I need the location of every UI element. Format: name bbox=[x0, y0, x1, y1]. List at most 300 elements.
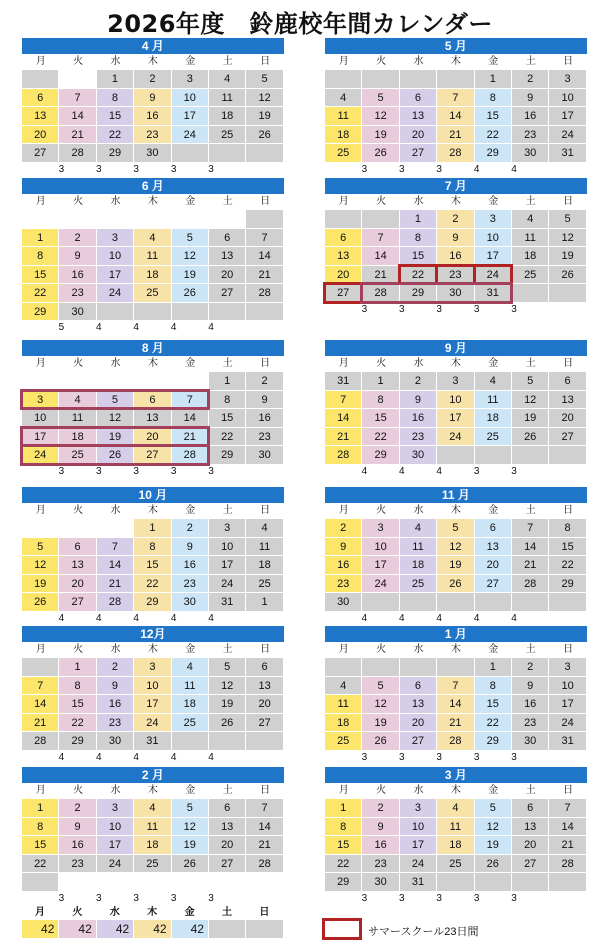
day-cell: 2 bbox=[59, 799, 96, 818]
day-cell: 5 bbox=[209, 658, 246, 677]
total-count: 42 bbox=[134, 920, 170, 938]
day-cell: 29 bbox=[325, 873, 362, 892]
day-cell: 16 bbox=[134, 107, 171, 126]
day-cell: 16 bbox=[246, 409, 283, 428]
weekday-count: 3 bbox=[399, 892, 405, 904]
day-cell: 22 bbox=[209, 428, 246, 447]
weekday-count: 4 bbox=[473, 612, 480, 624]
day-cell: 1 bbox=[134, 519, 171, 538]
day-cell: 3 bbox=[97, 229, 134, 248]
weekday-label: 火 bbox=[376, 785, 387, 796]
day-cell: 30 bbox=[134, 144, 171, 163]
day-cell: 15 bbox=[549, 538, 586, 557]
month-header: 5 月 bbox=[325, 38, 588, 54]
weekday-count: 4 bbox=[133, 751, 139, 763]
day-cell: 16 bbox=[437, 247, 474, 266]
day-cell: 8 bbox=[134, 538, 171, 557]
day-cell: 26 bbox=[97, 446, 134, 465]
weekday-label: 水 bbox=[110, 358, 121, 369]
day-cell: 6 bbox=[246, 658, 283, 677]
day-cell: 31 bbox=[475, 284, 512, 303]
day-cell: 31 bbox=[134, 732, 171, 751]
day-cell: 2 bbox=[362, 799, 399, 818]
weekday-label: 金 bbox=[488, 785, 499, 796]
weekday-label: 月 bbox=[338, 358, 349, 369]
day-cell: 27 bbox=[549, 428, 586, 447]
day-cell: 1 bbox=[209, 372, 246, 391]
day-cell bbox=[209, 303, 246, 322]
weekday-count: 3 bbox=[96, 163, 102, 175]
weekday-label: 水 bbox=[110, 196, 121, 207]
day-cell: 12 bbox=[172, 818, 209, 837]
day-cell: 18 bbox=[59, 428, 96, 447]
month-header: 1 月 bbox=[325, 626, 588, 642]
day-cell: 10 bbox=[134, 677, 171, 696]
day-cell: 25 bbox=[437, 855, 474, 874]
day-cell bbox=[400, 658, 437, 677]
day-cell: 22 bbox=[475, 714, 512, 733]
day-cell: 31 bbox=[325, 372, 362, 391]
day-cell: 29 bbox=[549, 575, 586, 594]
day-cell: 21 bbox=[437, 126, 474, 145]
day-cell: 26 bbox=[475, 855, 512, 874]
day-cell: 4 bbox=[512, 210, 549, 229]
weekday-label: 日 bbox=[260, 644, 271, 655]
day-cell: 25 bbox=[325, 732, 362, 751]
day-cell: 3 bbox=[549, 658, 586, 677]
weekday-label: 日 bbox=[260, 785, 271, 796]
weekday-label: 水 bbox=[110, 785, 121, 796]
day-cell bbox=[134, 303, 171, 322]
weekday-count: 4 bbox=[133, 322, 139, 333]
day-cell: 23 bbox=[362, 855, 399, 874]
day-cell: 3 bbox=[400, 799, 437, 818]
weekday-count: 4 bbox=[436, 612, 442, 624]
weekday-count: 3 bbox=[511, 751, 517, 763]
day-cell: 8 bbox=[97, 89, 134, 108]
weekday-count: 3 bbox=[208, 892, 214, 904]
day-cell: 29 bbox=[400, 284, 437, 303]
day-cell: 21 bbox=[362, 266, 399, 285]
day-cell: 15 bbox=[97, 107, 134, 126]
weekday-count: 3 bbox=[133, 163, 139, 175]
total-weekday-label: 日 bbox=[259, 907, 270, 918]
day-cell: 31 bbox=[549, 732, 586, 751]
day-cell bbox=[246, 732, 283, 751]
day-cell: 27 bbox=[134, 446, 171, 465]
weekday-label: 金 bbox=[185, 56, 196, 67]
day-cell: 28 bbox=[549, 855, 586, 874]
day-cell: 18 bbox=[400, 556, 437, 575]
day-cell: 19 bbox=[362, 126, 399, 145]
weekday-label: 日 bbox=[260, 196, 271, 207]
day-cell: 11 bbox=[209, 89, 246, 108]
day-cell bbox=[209, 732, 246, 751]
day-cell: 8 bbox=[362, 391, 399, 410]
day-cell: 14 bbox=[325, 409, 362, 428]
day-cell bbox=[549, 446, 586, 465]
weekday-count: 3 bbox=[436, 751, 442, 763]
day-cell: 13 bbox=[246, 677, 283, 696]
day-cell: 4 bbox=[134, 799, 171, 818]
day-cell bbox=[172, 303, 209, 322]
day-cell bbox=[59, 70, 96, 89]
day-cell: 2 bbox=[325, 519, 362, 538]
day-cell: 7 bbox=[246, 229, 283, 248]
day-cell: 18 bbox=[325, 714, 362, 733]
day-cell: 3 bbox=[134, 658, 171, 677]
weekday-label: 金 bbox=[488, 196, 499, 207]
day-cell: 29 bbox=[475, 144, 512, 163]
summer-school-legend-label: サマースクール23日間 bbox=[368, 926, 479, 938]
weekday-count: 3 bbox=[133, 892, 139, 904]
day-cell: 18 bbox=[209, 107, 246, 126]
day-cell: 13 bbox=[59, 556, 96, 575]
day-cell: 11 bbox=[400, 538, 437, 557]
day-cell bbox=[512, 873, 549, 892]
day-cell: 19 bbox=[475, 836, 512, 855]
weekday-label: 月 bbox=[35, 785, 46, 796]
weekday-count: 3 bbox=[361, 163, 368, 175]
day-cell: 16 bbox=[59, 266, 96, 285]
day-cell: 5 bbox=[549, 210, 586, 229]
day-cell: 21 bbox=[246, 836, 283, 855]
day-cell: 9 bbox=[362, 818, 399, 837]
day-cell: 21 bbox=[172, 428, 209, 447]
day-cell: 1 bbox=[475, 658, 512, 677]
day-cell: 17 bbox=[97, 836, 134, 855]
weekday-label: 土 bbox=[525, 505, 536, 516]
weekday-label: 木 bbox=[147, 785, 158, 796]
day-cell: 3 bbox=[172, 70, 209, 89]
weekday-label: 木 bbox=[147, 56, 158, 67]
day-cell: 23 bbox=[512, 714, 549, 733]
day-cell: 23 bbox=[59, 855, 96, 874]
day-cell: 26 bbox=[246, 126, 283, 145]
weekday-label: 月 bbox=[338, 56, 349, 67]
weekday-count: 4 bbox=[133, 612, 139, 624]
day-cell: 11 bbox=[246, 538, 283, 557]
summer-school-frame bbox=[20, 389, 210, 411]
weekday-count: 4 bbox=[361, 465, 368, 477]
day-cell: 24 bbox=[97, 284, 134, 303]
month-block bbox=[22, 178, 284, 333]
day-cell: 20 bbox=[134, 428, 171, 447]
day-cell: 14 bbox=[549, 818, 586, 837]
day-cell: 14 bbox=[437, 107, 474, 126]
day-cell: 28 bbox=[362, 284, 399, 303]
weekday-count: 3 bbox=[133, 465, 139, 477]
day-cell: 15 bbox=[325, 836, 362, 855]
weekday-count: 3 bbox=[399, 303, 405, 315]
day-cell: 12 bbox=[475, 818, 512, 837]
weekday-count: 3 bbox=[436, 892, 442, 904]
day-cell bbox=[209, 873, 246, 892]
day-cell: 12 bbox=[22, 556, 59, 575]
day-cell: 10 bbox=[209, 538, 246, 557]
day-cell: 30 bbox=[97, 732, 134, 751]
day-cell: 12 bbox=[209, 677, 246, 696]
day-cell: 18 bbox=[134, 836, 171, 855]
day-cell: 4 bbox=[246, 519, 283, 538]
weekday-label: 木 bbox=[450, 785, 461, 796]
day-cell: 26 bbox=[172, 284, 209, 303]
day-cell: 26 bbox=[549, 266, 586, 285]
weekday-label: 火 bbox=[376, 358, 387, 369]
day-cell: 6 bbox=[209, 229, 246, 248]
day-cell: 7 bbox=[172, 391, 209, 410]
day-cell: 10 bbox=[97, 247, 134, 266]
day-cell: 22 bbox=[549, 556, 586, 575]
day-cell: 25 bbox=[475, 428, 512, 447]
day-cell bbox=[400, 593, 437, 612]
day-cell: 11 bbox=[475, 391, 512, 410]
day-cell: 28 bbox=[22, 732, 59, 751]
day-cell: 11 bbox=[325, 107, 362, 126]
day-cell: 6 bbox=[134, 391, 171, 410]
day-cell: 13 bbox=[134, 409, 171, 428]
day-cell: 20 bbox=[209, 836, 246, 855]
day-cell: 12 bbox=[437, 538, 474, 557]
day-cell: 14 bbox=[437, 695, 474, 714]
day-cell: 12 bbox=[246, 89, 283, 108]
day-cell: 21 bbox=[325, 428, 362, 447]
day-cell: 22 bbox=[22, 855, 59, 874]
day-cell bbox=[22, 658, 59, 677]
day-cell: 4 bbox=[475, 372, 512, 391]
day-cell: 6 bbox=[400, 89, 437, 108]
day-cell: 14 bbox=[59, 107, 96, 126]
day-cell: 17 bbox=[97, 266, 134, 285]
weekday-label: 金 bbox=[185, 644, 196, 655]
day-cell bbox=[134, 210, 171, 229]
day-cell bbox=[325, 70, 362, 89]
weekday-count: 3 bbox=[208, 465, 214, 477]
day-cell: 15 bbox=[22, 836, 59, 855]
day-cell: 30 bbox=[437, 284, 474, 303]
weekday-label: 月 bbox=[35, 505, 46, 516]
weekday-count: 3 bbox=[473, 751, 480, 763]
weekday-count: 3 bbox=[473, 465, 480, 477]
day-cell: 15 bbox=[475, 695, 512, 714]
day-cell: 27 bbox=[246, 714, 283, 733]
weekday-count: 3 bbox=[361, 892, 368, 904]
day-cell bbox=[437, 873, 474, 892]
day-cell bbox=[362, 593, 399, 612]
day-cell: 20 bbox=[512, 836, 549, 855]
month-header: 10 月 bbox=[22, 487, 285, 503]
total-count bbox=[209, 920, 245, 938]
day-cell: 22 bbox=[362, 428, 399, 447]
day-cell: 6 bbox=[475, 519, 512, 538]
day-cell: 9 bbox=[172, 538, 209, 557]
day-cell: 28 bbox=[437, 732, 474, 751]
weekday-count: 3 bbox=[58, 163, 65, 175]
day-cell: 25 bbox=[246, 575, 283, 594]
day-cell bbox=[22, 873, 59, 892]
day-cell bbox=[549, 284, 586, 303]
day-cell: 22 bbox=[97, 126, 134, 145]
weekday-count: 4 bbox=[436, 465, 442, 477]
day-cell: 6 bbox=[59, 538, 96, 557]
month-block bbox=[22, 340, 284, 477]
day-cell bbox=[246, 303, 283, 322]
day-cell: 14 bbox=[362, 247, 399, 266]
day-cell: 7 bbox=[362, 229, 399, 248]
day-cell: 22 bbox=[134, 575, 171, 594]
day-cell: 13 bbox=[22, 107, 59, 126]
weekday-count: 4 bbox=[511, 612, 517, 624]
day-cell: 12 bbox=[362, 107, 399, 126]
day-cell: 18 bbox=[325, 126, 362, 145]
day-cell: 24 bbox=[475, 266, 512, 285]
total-count: 42 bbox=[22, 920, 58, 938]
day-cell: 5 bbox=[362, 677, 399, 696]
month-header: 7 月 bbox=[325, 178, 588, 194]
weekday-label: 日 bbox=[563, 644, 574, 655]
day-cell: 27 bbox=[400, 732, 437, 751]
day-cell: 24 bbox=[437, 428, 474, 447]
day-cell: 9 bbox=[59, 247, 96, 266]
day-cell: 23 bbox=[246, 428, 283, 447]
weekday-label: 火 bbox=[73, 196, 84, 207]
weekday-label: 木 bbox=[450, 358, 461, 369]
weekday-label: 金 bbox=[488, 505, 499, 516]
day-cell: 24 bbox=[549, 126, 586, 145]
day-cell: 5 bbox=[246, 70, 283, 89]
day-cell: 24 bbox=[97, 855, 134, 874]
day-cell: 14 bbox=[512, 538, 549, 557]
month-block bbox=[22, 767, 284, 904]
summer-school-frame bbox=[20, 444, 210, 466]
day-cell: 13 bbox=[400, 107, 437, 126]
weekday-label: 金 bbox=[488, 358, 499, 369]
day-cell: 19 bbox=[512, 409, 549, 428]
day-cell: 29 bbox=[362, 446, 399, 465]
weekday-label: 土 bbox=[222, 644, 233, 655]
day-cell: 9 bbox=[246, 391, 283, 410]
weekday-label: 月 bbox=[338, 505, 349, 516]
day-cell: 21 bbox=[59, 126, 96, 145]
weekday-label: 金 bbox=[185, 358, 196, 369]
weekday-label: 水 bbox=[413, 644, 424, 655]
month-block bbox=[325, 38, 587, 175]
day-cell bbox=[437, 70, 474, 89]
month-block bbox=[22, 38, 284, 175]
total-count bbox=[246, 920, 282, 938]
day-cell: 16 bbox=[512, 107, 549, 126]
day-cell bbox=[246, 210, 283, 229]
day-cell: 1 bbox=[59, 658, 96, 677]
day-cell: 13 bbox=[209, 247, 246, 266]
day-cell: 20 bbox=[475, 556, 512, 575]
day-cell: 23 bbox=[512, 126, 549, 145]
day-cell: 22 bbox=[59, 714, 96, 733]
day-cell: 30 bbox=[325, 593, 362, 612]
day-cell: 10 bbox=[549, 89, 586, 108]
day-cell: 26 bbox=[172, 855, 209, 874]
day-cell: 20 bbox=[209, 266, 246, 285]
weekday-count: 4 bbox=[96, 322, 102, 333]
weekday-label: 日 bbox=[563, 56, 574, 67]
day-cell: 31 bbox=[549, 144, 586, 163]
day-cell: 9 bbox=[134, 89, 171, 108]
day-cell: 29 bbox=[475, 732, 512, 751]
day-cell: 8 bbox=[22, 818, 59, 837]
weekday-label: 水 bbox=[413, 785, 424, 796]
weekday-count: 3 bbox=[399, 751, 405, 763]
weekday-count: 3 bbox=[170, 465, 177, 477]
weekday-label: 火 bbox=[73, 358, 84, 369]
day-cell: 8 bbox=[400, 229, 437, 248]
weekday-label: 土 bbox=[222, 505, 233, 516]
day-cell: 5 bbox=[97, 391, 134, 410]
day-cell: 11 bbox=[325, 695, 362, 714]
day-cell: 23 bbox=[172, 575, 209, 594]
weekday-count: 4 bbox=[96, 751, 102, 763]
day-cell bbox=[97, 303, 134, 322]
day-cell: 29 bbox=[134, 593, 171, 612]
day-cell: 4 bbox=[325, 677, 362, 696]
weekday-label: 水 bbox=[413, 505, 424, 516]
day-cell: 2 bbox=[134, 70, 171, 89]
day-cell bbox=[97, 873, 134, 892]
day-cell: 27 bbox=[209, 284, 246, 303]
day-cell: 9 bbox=[512, 677, 549, 696]
day-cell: 26 bbox=[512, 428, 549, 447]
day-cell: 7 bbox=[246, 799, 283, 818]
day-cell: 28 bbox=[512, 575, 549, 594]
day-cell: 26 bbox=[362, 732, 399, 751]
weekday-count: 3 bbox=[208, 163, 214, 175]
weekday-count: 3 bbox=[96, 465, 102, 477]
weekday-label: 月 bbox=[35, 358, 46, 369]
weekday-count: 3 bbox=[436, 303, 442, 315]
day-cell: 11 bbox=[437, 818, 474, 837]
weekday-label: 金 bbox=[488, 56, 499, 67]
day-cell: 7 bbox=[22, 677, 59, 696]
day-cell: 2 bbox=[400, 372, 437, 391]
day-cell: 6 bbox=[209, 799, 246, 818]
month-header: 4 月 bbox=[22, 38, 285, 54]
day-cell: 21 bbox=[22, 714, 59, 733]
day-cell: 6 bbox=[512, 799, 549, 818]
weekday-count: 4 bbox=[170, 322, 177, 333]
day-cell: 25 bbox=[512, 266, 549, 285]
day-cell: 18 bbox=[172, 695, 209, 714]
day-cell: 12 bbox=[97, 409, 134, 428]
day-cell: 2 bbox=[437, 210, 474, 229]
weekday-count: 5 bbox=[58, 322, 65, 333]
weekday-count: 4 bbox=[58, 751, 65, 763]
summer-school-frame bbox=[360, 282, 513, 304]
day-cell bbox=[246, 873, 283, 892]
day-cell: 30 bbox=[512, 732, 549, 751]
day-cell: 19 bbox=[209, 695, 246, 714]
month-header: 6 月 bbox=[22, 178, 285, 194]
weekday-count: 3 bbox=[511, 303, 517, 315]
day-cell bbox=[437, 658, 474, 677]
day-cell bbox=[475, 593, 512, 612]
weekday-label: 木 bbox=[147, 505, 158, 516]
day-cell bbox=[512, 446, 549, 465]
day-cell: 14 bbox=[246, 247, 283, 266]
day-cell: 28 bbox=[97, 593, 134, 612]
day-cell: 29 bbox=[59, 732, 96, 751]
day-cell bbox=[172, 873, 209, 892]
day-cell: 8 bbox=[475, 677, 512, 696]
day-cell: 8 bbox=[22, 247, 59, 266]
